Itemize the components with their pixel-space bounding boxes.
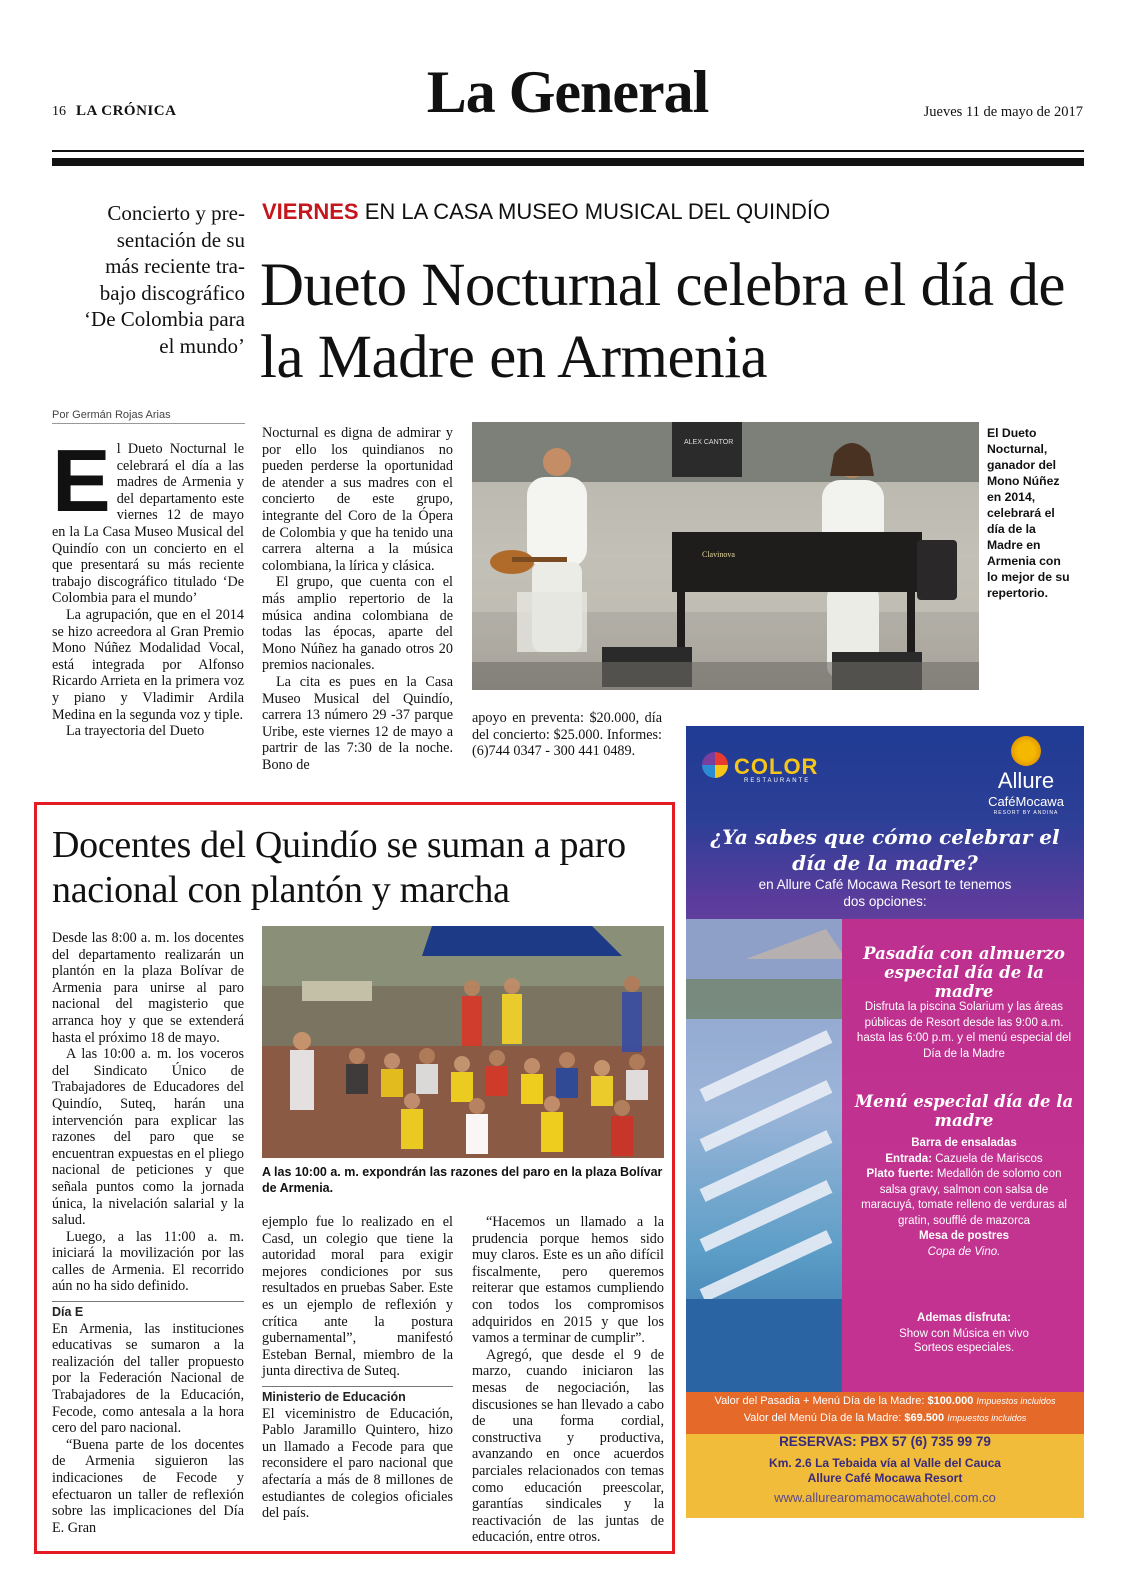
- ad-intro: en Allure Café Mocawa Resort te tenemos dos opciones:: [758, 877, 1012, 909]
- paragraph: ejemplo fue lo realizado en el Casd, un colegio que tiene la autoridad moral para exigir mejores condiciones por sus resultados en pruebas Saber. Este es un ejemplo de reflexión y crítica ante la postura gubernamental”, manifestó Esteban Bernal, miembro de la junta directiva de Suteq.: [262, 1214, 453, 1380]
- allure-brand: Allure: [997, 768, 1055, 793]
- story1-kicker-place: EN LA CASA MUSEO MUSICAL DEL QUINDÍO: [358, 199, 831, 224]
- ad-option2-title: Menú especial día de la madre: [854, 1092, 1074, 1130]
- concert-photo-illustration: [472, 422, 979, 690]
- ad-pool-image: [686, 919, 842, 1392]
- paragraph: Agregó, que desde el 9 de marzo, cuando iniciaron las mesas de negociación, las discusiones se han llevado a cabo de una forma cordial, constructiva y productiva, avanzando en once acuerdos parciales relacionados con temas como educación preescolar, garantías sindicales y la reactivación de las juntas de educación, entre otros.: [472, 1346, 664, 1546]
- paragraph: La cita es pues en la Casa Museo Musical del Quindío, carrera 13 número 29 -37 parque Uribe, este viernes 12 de mayo a partrir de las 7:30 de la noche. Bono de: [262, 673, 453, 773]
- ad-option1-title: Pasadía con almuerzo especial día de la madre: [863, 944, 1065, 1001]
- paragraph: Desde las 8:00 a. m. los docentes del departamento realizarán un plantón en la plaza Bolívar de Armenia para unirse al paro nacional del magisterio que arranca hoy y que se extenderá hasta el próximo 18 de mayo.: [52, 930, 244, 1046]
- protest-photo-illustration: [262, 926, 664, 1158]
- ad-extras-title: Ademas disfruta:: [917, 1312, 1011, 1324]
- story2-headline: Docentes del Quindío se suman a paro nacional con plantón y marcha: [52, 824, 626, 911]
- ad-price-1: Valor del Pasadia + Menú Día de la Madre: $100.000 Impuestos incluidos: [714, 1395, 1056, 1407]
- header-rule-thick: [52, 158, 1084, 166]
- color-brand: COLOR: [734, 754, 819, 779]
- menu-item: Plato fuerte: Medallón de solomo con salsa gravy, salmon con salsa de maracuyá, tomate relleno de verduras al gratin, soufflé de mazorca: [861, 1168, 1067, 1227]
- story2-column-1: [52, 930, 244, 1536]
- paragraph: “Hacemos un llamado a la prudencia porque hemos sido muy claros. Este es un año difícil fiscalmente, pero queremos reiterar que estamos cumpliendo con todos los compromisos adquiridos en 2015 y que los vamos a terminar de cumplir”.: [472, 1214, 664, 1347]
- ad-address-1: Km. 2.6 La Tebaida vía al Valle del Cauca: [769, 1456, 1001, 1470]
- menu-item: Mesa de postres: [918, 1230, 1010, 1242]
- story1-column-3: [472, 710, 662, 760]
- ad-menu: [852, 1136, 1076, 1260]
- story1-photo-caption: El Dueto Nocturnal, ganador del Mono Núñez en 2014, celebrará el día de la Madre en Armenia con lo mejor de su repertorio.: [987, 426, 1070, 600]
- allure-brand-tag: RESORT BY ANDINA: [993, 810, 1059, 816]
- advertisement: [686, 726, 1084, 1518]
- menu-item: Barra de ensaladas: [911, 1137, 1017, 1149]
- paragraph: apoyo en preventa: $20.000, día del concierto: $25.000. Informes: (6)744 0347 - 300 441 0489.: [472, 710, 662, 760]
- story2-subhead-dia-e: Día E: [52, 1301, 244, 1321]
- ad-address-2: Allure Café Mocawa Resort: [807, 1471, 963, 1485]
- story2-column-3: [472, 1214, 664, 1546]
- story2-column-2: [262, 1214, 453, 1522]
- piano-brand: Clavinova: [702, 550, 735, 559]
- paragraph: Luego, a las 11:00 a. m. iniciará la movilización por las calles de Armenia. El recorrido aún no ha sido definido.: [52, 1228, 244, 1295]
- paragraph: A las 10:00 a. m. los voceros del Sindicato Único de Trabajadores de Educadores del Quindío, Suteq, harán una intervención para explicar las razones del paro que se encuentran expuestas en el pliego nacional de peticiones y que señala puntos como la jornada única, la nivelación salarial y la salud.: [52, 1046, 244, 1229]
- ad-reservas: RESERVAS: PBX 57 (6) 735 99 79: [779, 1434, 991, 1449]
- menu-item: Copa de Vino.: [927, 1245, 1001, 1258]
- allure-sun-icon: [1011, 736, 1041, 766]
- story1-column-1: [52, 431, 244, 740]
- paragraph: El grupo, que cuenta con el más amplio repertorio de la música andina colombiana de todas las épocas, aparte del Mono Núñez ha ganado otros 20 premios nacionales.: [262, 574, 453, 674]
- ad-headline: ¿Ya sabes que cómo celebrar el día de la madre?: [710, 825, 1060, 875]
- ad-price-2: Valor del Menú Día de la Madre: $69.500 Impuestos incluidos: [743, 1412, 1027, 1424]
- paragraph: l Dueto Nocturnal le celebrará el día a las madres de Armenia y del departamento este viernes 12 de mayo en la La Casa Museo Musical del Quindío con un concierto en el que presentará su más reciente trabajo discográfico titulado ‘De Colombia para el mundo’: [52, 441, 244, 607]
- paragraph: La trayectoria del Dueto: [66, 723, 205, 740]
- ad-extras-text: Show con Música en vivo Sorteos especiales.: [899, 1328, 1029, 1354]
- ad-option1-text: Disfruta la piscina Solarium y las áreas públicas de Resort desde las 9:00 a.m. hasta las 6:00 p.m. y el menú especial del Día de la Madre: [856, 1001, 1072, 1060]
- paragraph: En Armenia, las instituciones educativas se sumaron a la realización del taller propuesto por la Federación Nacional de Trabajadores de la Educación, Fecode, como antesala a la hora cero del paro nacional.: [52, 1320, 244, 1437]
- story1-deck: Concierto y pre- sentación de su más reciente tra- bajo discográfico ‘De Colombia para el mundo’: [84, 201, 245, 358]
- paragraph: Nocturnal es digna de admirar y por ello los quindianos no pueden perderse la oportunidad de atender a sus madres con el concierto de este grupo, integrante del Coro de la Ópera de Colombia y que ha tenido una carrera alterna a la música colombiana, la lírica y clásica.: [262, 425, 453, 574]
- story1-headline: Dueto Nocturnal celebra el día de la Madre en Armenia: [260, 252, 1065, 391]
- header-rule-thin: [52, 150, 1084, 152]
- publication-date: Jueves 11 de mayo de 2017: [923, 104, 1083, 120]
- dropcap: E: [52, 431, 111, 530]
- story2-photo: [262, 926, 664, 1158]
- section-title: La General: [426, 59, 709, 125]
- paragraph: “Buena parte de los docentes de Armenia siguieron las indicaciones de Fecode y efectuaron un taller de reflexión sobre las implicaciones del Día E. Gran: [52, 1436, 244, 1536]
- newspaper-name: LA CRÓNICA: [76, 103, 177, 119]
- story1-byline: Por Germán Rojas Arias: [52, 409, 245, 424]
- speaker-label: ALEX CANTOR: [684, 439, 734, 446]
- story1-kicker-day: VIERNES: [262, 199, 359, 224]
- story1-kicker: [262, 199, 830, 225]
- menu-item: Entrada: Cazuela de Mariscos: [885, 1152, 1043, 1165]
- story1-column-2: [262, 425, 453, 773]
- paragraph: La agrupación, que en el 2014 se hizo acreedora al Gran Premio Mono Núñez Modalidad Vocal, está integrada por Alfonso Ricardo Arrieta en la primera voz y piano y Vladimir Ardila Medina en la segunda voz y tiple.: [52, 606, 244, 723]
- allure-brand-sub: CaféMocawa: [988, 794, 1064, 809]
- ad-website-link[interactable]: www.allurearomamocawahotel.com.co: [774, 1490, 996, 1505]
- color-logo-icon: [702, 752, 728, 778]
- page-number: 16: [52, 104, 66, 119]
- paragraph: El viceministro de Educación, Pablo Jaramillo Quintero, hizo un llamado a Fecode para que reconsidere el paro nacional que afectaría a más de 8 millones de estudiantes de colegios oficiales del país.: [262, 1405, 453, 1522]
- color-brand-sub: RESTAURANTE: [744, 778, 811, 784]
- story2-subhead-ministerio: Ministerio de Educación: [262, 1386, 453, 1406]
- pool-illustration: [686, 919, 842, 1392]
- story2-photo-caption: A las 10:00 a. m. expondrán las razones del paro en la plaza Bolívar de Armenia.: [262, 1165, 663, 1195]
- story1-photo: [472, 422, 979, 690]
